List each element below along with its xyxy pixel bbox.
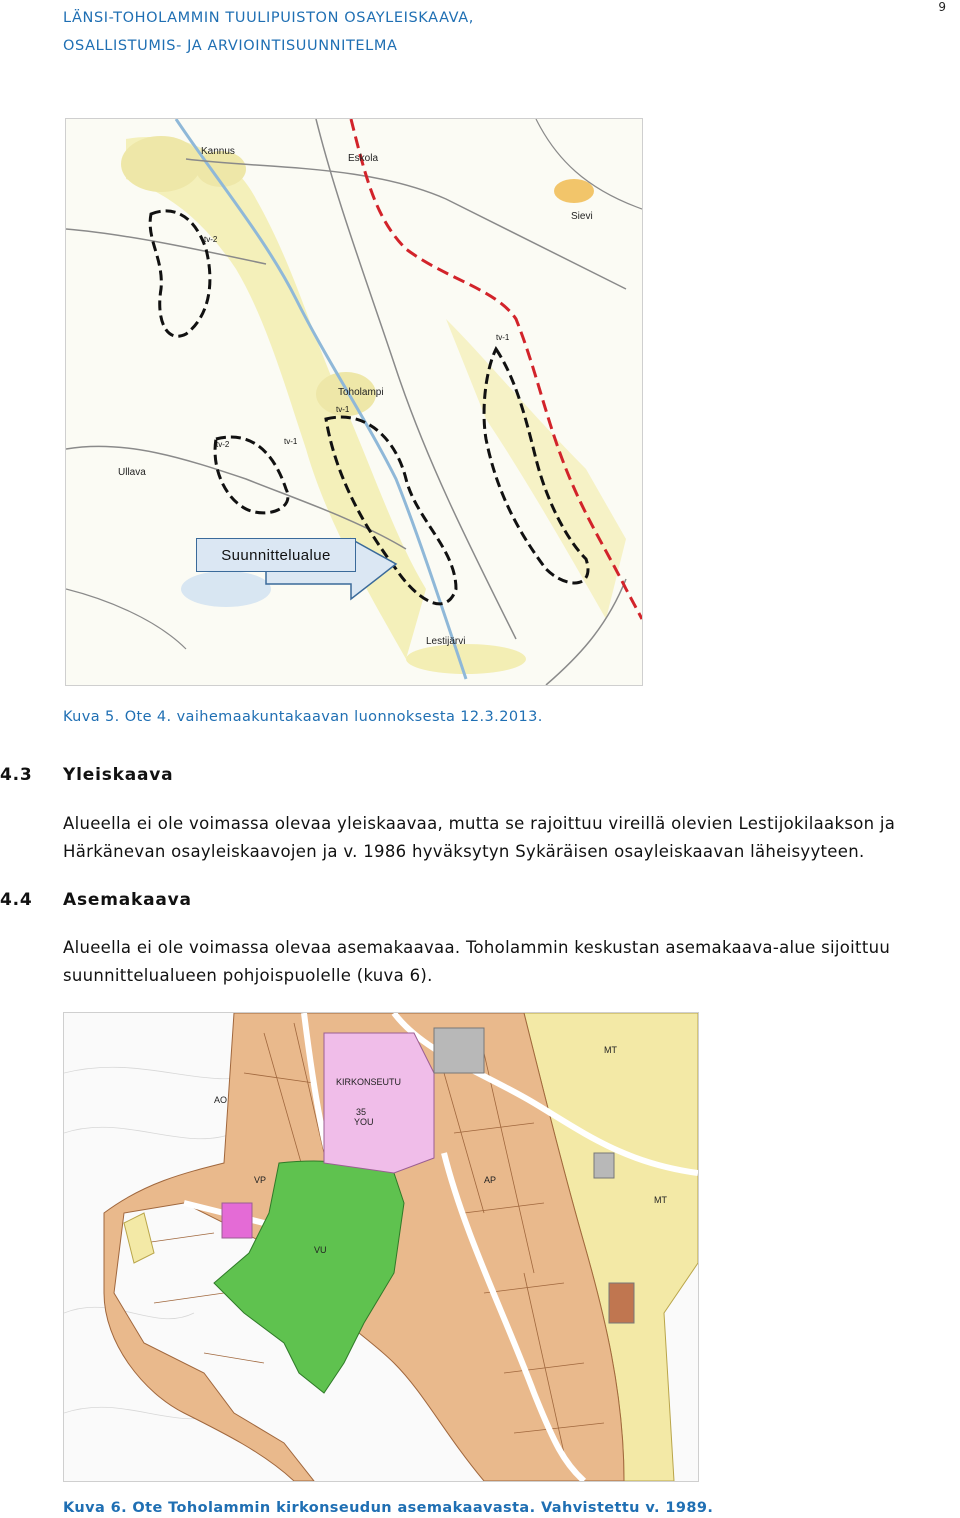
place-label-sievi: Sievi [571, 211, 593, 222]
plan-label-kirkonseutu: KIRKONSEUTU [336, 1077, 402, 1087]
feature-label-tv1-b: tv-1 [284, 437, 298, 446]
document-header-title: LÄNSI-TOHOLAMMIN TUULIPUISTON OSAYLEISKAAVA, [63, 10, 474, 26]
place-label-eskola: Eskola [348, 153, 379, 164]
section-number: 4.3 [0, 765, 33, 785]
section-heading-4-4 [0, 890, 192, 910]
page-number: 9 [938, 0, 946, 14]
body-line: Härkänevan osayleiskaavojen ja v. 1986 hyväksytyn Sykäräisen osayleiskaavan läheisyyteen. [63, 842, 865, 861]
figure-caption-6: Kuva 6. Ote Toholammin kirkonseudun asemakaavasta. Vahvistettu v. 1989. [63, 1500, 714, 1516]
place-label-toholampi: Toholampi [338, 387, 384, 398]
section-4-3-body [63, 810, 960, 866]
section-title: Asemakaava [63, 890, 192, 910]
section-title: Yleiskaava [63, 765, 174, 785]
feature-label-tv2-b: tv-2 [216, 440, 230, 449]
plan-label-ap: AP [484, 1175, 497, 1185]
planning-area-callout: Suunnittelualue [196, 538, 356, 572]
plan-label-mt-b: MT [654, 1195, 667, 1205]
body-line: suunnittelualueen pohjoispuolelle (kuva 6). [63, 966, 433, 985]
section-4-4-body [63, 934, 960, 990]
plan-label-vu: VU [314, 1245, 327, 1255]
place-label-ullava: Ullava [118, 467, 146, 478]
plan-label-ao: AO [214, 1095, 228, 1105]
plan-label-mt-a: MT [604, 1045, 617, 1055]
section-heading-4-3 [0, 765, 173, 785]
regional-plan-map [65, 118, 643, 686]
place-label-lestijarvi: Lestijärvi [426, 636, 466, 647]
plan-label-you: YOU [354, 1117, 374, 1127]
document-header-subtitle: OSALLISTUMIS- JA ARVIOINTISUUNNITELMA [63, 38, 398, 54]
feature-label-tv2-a: tv-2 [204, 235, 218, 244]
body-line: Alueella ei ole voimassa olevaa yleiskaavaa, mutta se rajoittuu vireillä olevien Lestijokilaakson ja [63, 814, 896, 833]
plan-label-35: 35 [356, 1107, 367, 1117]
plan-label-vp: VP [254, 1175, 267, 1185]
place-label-kannus: Kannus [201, 146, 235, 157]
section-number: 4.4 [0, 890, 33, 910]
feature-label-tv1-a: tv-1 [496, 333, 510, 342]
body-line: Alueella ei ole voimassa olevaa asemakaavaa. Toholammin keskustan asemakaava-alue sijoittuu [63, 938, 891, 957]
town-plan-map [63, 1012, 699, 1482]
feature-label-tv1-c: tv-1 [336, 405, 350, 414]
figure-caption-5: Kuva 5. Ote 4. vaihemaakuntakaavan luonnoksesta 12.3.2013. [63, 709, 543, 725]
